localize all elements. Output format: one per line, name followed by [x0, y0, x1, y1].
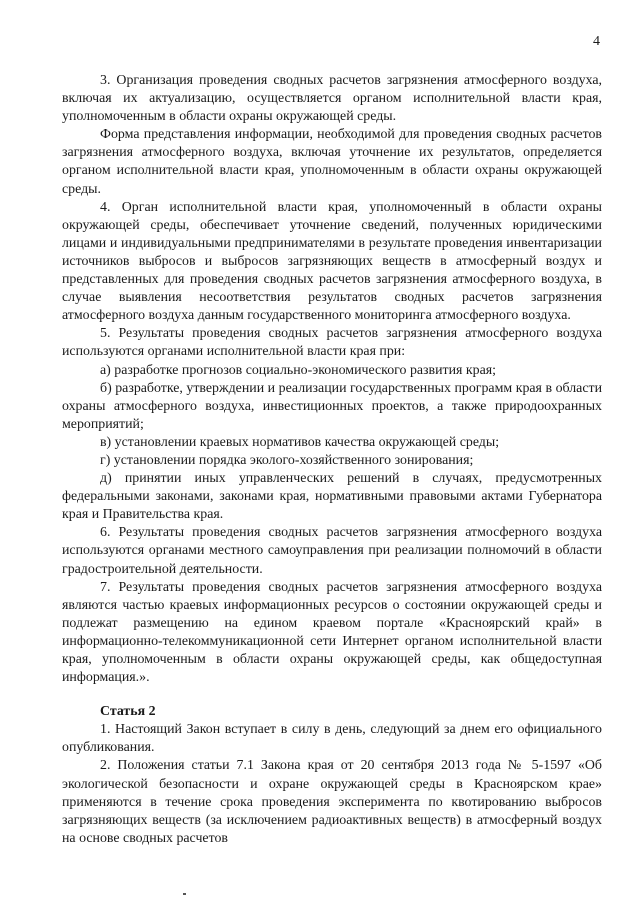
paragraph-3: 3. Организация проведения сводных расчетов загрязнения атмосферного воздуха, включая их актуализацию, осуществляется органом исполнительной власти края, уполномоченным в области охраны окружающей среды.	[62, 73, 602, 125]
paragraph-6: 6. Результаты проведения сводных расчетов загрязнения атмосферного воздуха используются органами местного самоуправления при реализации полномочий в области градостроительной деятельности.	[62, 525, 602, 577]
article-2-paragraph-1: 1. Настоящий Закон вступает в силу в день, следующий за днем его официального опубликования.	[62, 722, 602, 756]
paragraph-5a: а) разработке прогнозов социально-экономического развития края;	[100, 362, 497, 378]
paragraph-5b: б) разработке, утверждении и реализации государственных программ края в области охраны атмосферного воздуха, инвестиционных проектов, а также природоохранных мероприятий;	[62, 380, 602, 432]
paragraph-4: 4. Орган исполнительной власти края, уполномоченный в области охраны окружающей среды, обеспечивает уточнение сведений, полученных юридическими лицами и индивидуальными предпринимателями в результате проведения инвентаризации источников выбросов и выбросов загрязняющих веществ в атмосферный воздух и представленных для проведения сводных расчетов загрязнения атмосферного воздуха, в случае выявления несоответствия результатов сводных расчетов загрязнения атмосферного воздуха данным государственного мониторинга атмосферного воздуха.	[62, 199, 602, 324]
document-body	[62, 72, 602, 848]
paragraph-5g: г) установлении порядка эколого-хозяйственного зонирования;	[100, 452, 474, 468]
paragraph-5: 5. Результаты проведения сводных расчетов загрязнения атмосферного воздуха используются органами исполнительной власти края при:	[62, 326, 602, 360]
paragraph-5v: в) установлении краевых нормативов качества окружающей среды;	[100, 434, 500, 450]
paragraph-form: Форма представления информации, необходимой для проведения сводных расчетов загрязнения атмосферного воздуха, включая уточнение их результатов, определяется органом исполнительной власти края, уполномоченным в области охраны окружающей среды.	[62, 127, 602, 197]
page-number: 4	[593, 34, 600, 49]
article-2-paragraph-2: 2. Положения статьи 7.1 Закона края от 20 сентября 2013 года № 5-1597 «Об экологической безопасности и охране окружающей среды в Красноярском крае» применяются в течение срока проведения эксперимента по квотированию выбросов загрязняющих веществ (за исключением радиоактивных веществ) в атмосферный воздух на основе сводных расчетов	[62, 758, 602, 846]
scan-speck	[183, 893, 186, 895]
paragraph-7: 7. Результаты проведения сводных расчетов загрязнения атмосферного воздуха являются частью краевых информационных ресурсов о состоянии окружающей среды и подлежат размещению на едином краевом портале «Красноярский край» в информационно-телекоммуникационной сети Интернет органом исполнительной власти края, уполномоченным в области охраны окружающей среды, как общедоступная информация.».	[62, 579, 602, 686]
paragraph-5d: д) принятии иных управленческих решений в случаях, предусмотренных федеральными законами, законами края, нормативными правовыми актами Губернатора края и Правительства края.	[62, 471, 602, 523]
article-2-heading: Статья 2	[100, 704, 156, 720]
